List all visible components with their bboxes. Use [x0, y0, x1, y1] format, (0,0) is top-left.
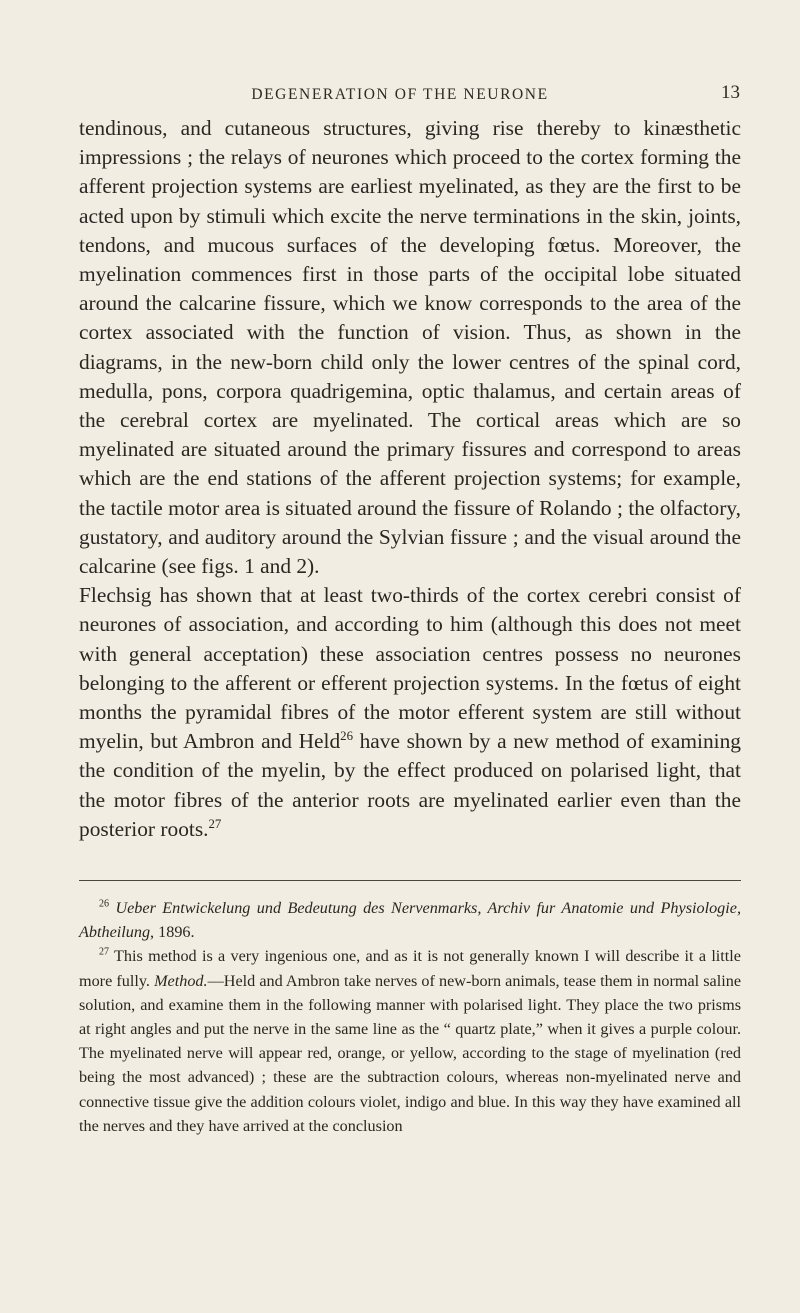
paragraph-2-part-b: have shown by a new method of examining the condition of the myelin, by the effect produced on polarised light, that the motor fibres of the anterior roots are myelinated earlier even than the posterior roots. [79, 729, 741, 841]
footnote-divider [79, 880, 741, 881]
footnote-ref-26[interactable]: 26 [340, 729, 353, 744]
footnote-27 [79, 944, 741, 1138]
footnote-26-marker: 26 [99, 898, 110, 910]
footnote-27-marker: 27 [99, 947, 110, 959]
page-number: 13 [721, 82, 740, 103]
footnote-27-text-b: —Held and Ambron take nerves of new-born animals, tease them in normal saline solution, and examine them in the following manner with polarised light. They place the two prisms at right angles and put the nerve in the same line as the “ quartz plate,” when it gives a purple colour. The myelinated nerve will appear red, orange, or yellow, according to the stage of myelination (red being the most advanced) ; these are the subtraction colours, whereas non-myelinated nerve and connective tissue give the addition colours violet, indigo and blue. In this way they have examined all the nerves and they have arrived at the conclusion [79, 971, 742, 1135]
paragraph-1: tendinous, and cutaneous structures, giving rise thereby to kinæsthetic impressions ; the relays of neurones which proceed to the cortex forming the afferent projection systems are earliest myelinated, as they are the first to be acted upon by stimuli which excite the nerve terminations in the skin, joints, tendons, and mucous surfaces of the developing fœtus. Moreover, the myelination commences first in those parts of the occipital lobe situated around the calcarine fissure, which we know corresponds to the area of the cortex associated with the function of vision. Thus, as shown in the diagrams, in the new-born child only the lower centres of the spinal cord, medulla, pons, corpora quadrigemina, optic thalamus, and certain areas of the cerebral cortex are myelinated. The cortical areas which are so myelinated are situated around the primary fissures and correspond to areas which are the end stations of the afferent projection systems; for example, the tactile motor area is situated around the fissure of Rolando ; the olfactory, gustatory, and auditory around the Sylvian fissure ; and the visual around the calcarine (see figs. 1 and 2). [79, 116, 741, 579]
footnote-26-title: Ueber Entwickelung und Bedeutung des Nervenmarks, Archiv fur Anatomie und Physiologie, Abtheilung [79, 899, 742, 942]
footnotes [79, 896, 741, 1138]
footnote-27-text-a: This method is a very ingenious one, and as it is not generally known I will describe it a little more fully. [79, 947, 741, 990]
paragraph-2-part-a: Flechsig has shown that at least two-thirds of the cortex cerebri consist of neurones of association, and according to him (although this does not meet with general acceptation) these association centres possess no neurones belonging to the afferent or efferent projection systems. In the fœtus of eight months the pyramidal fibres of the motor efferent system are still without myelin, but Ambron and Held [79, 583, 741, 754]
footnote-ref-27[interactable]: 27 [208, 816, 222, 831]
main-text [79, 114, 741, 844]
footnote-27-method-label: Method. [154, 971, 208, 990]
footnote-26-rest: , 1896. [150, 923, 195, 942]
footnote-26 [79, 896, 741, 944]
running-head: DEGENERATION OF THE NEURONE [251, 86, 549, 103]
paragraph-2 [79, 581, 741, 844]
